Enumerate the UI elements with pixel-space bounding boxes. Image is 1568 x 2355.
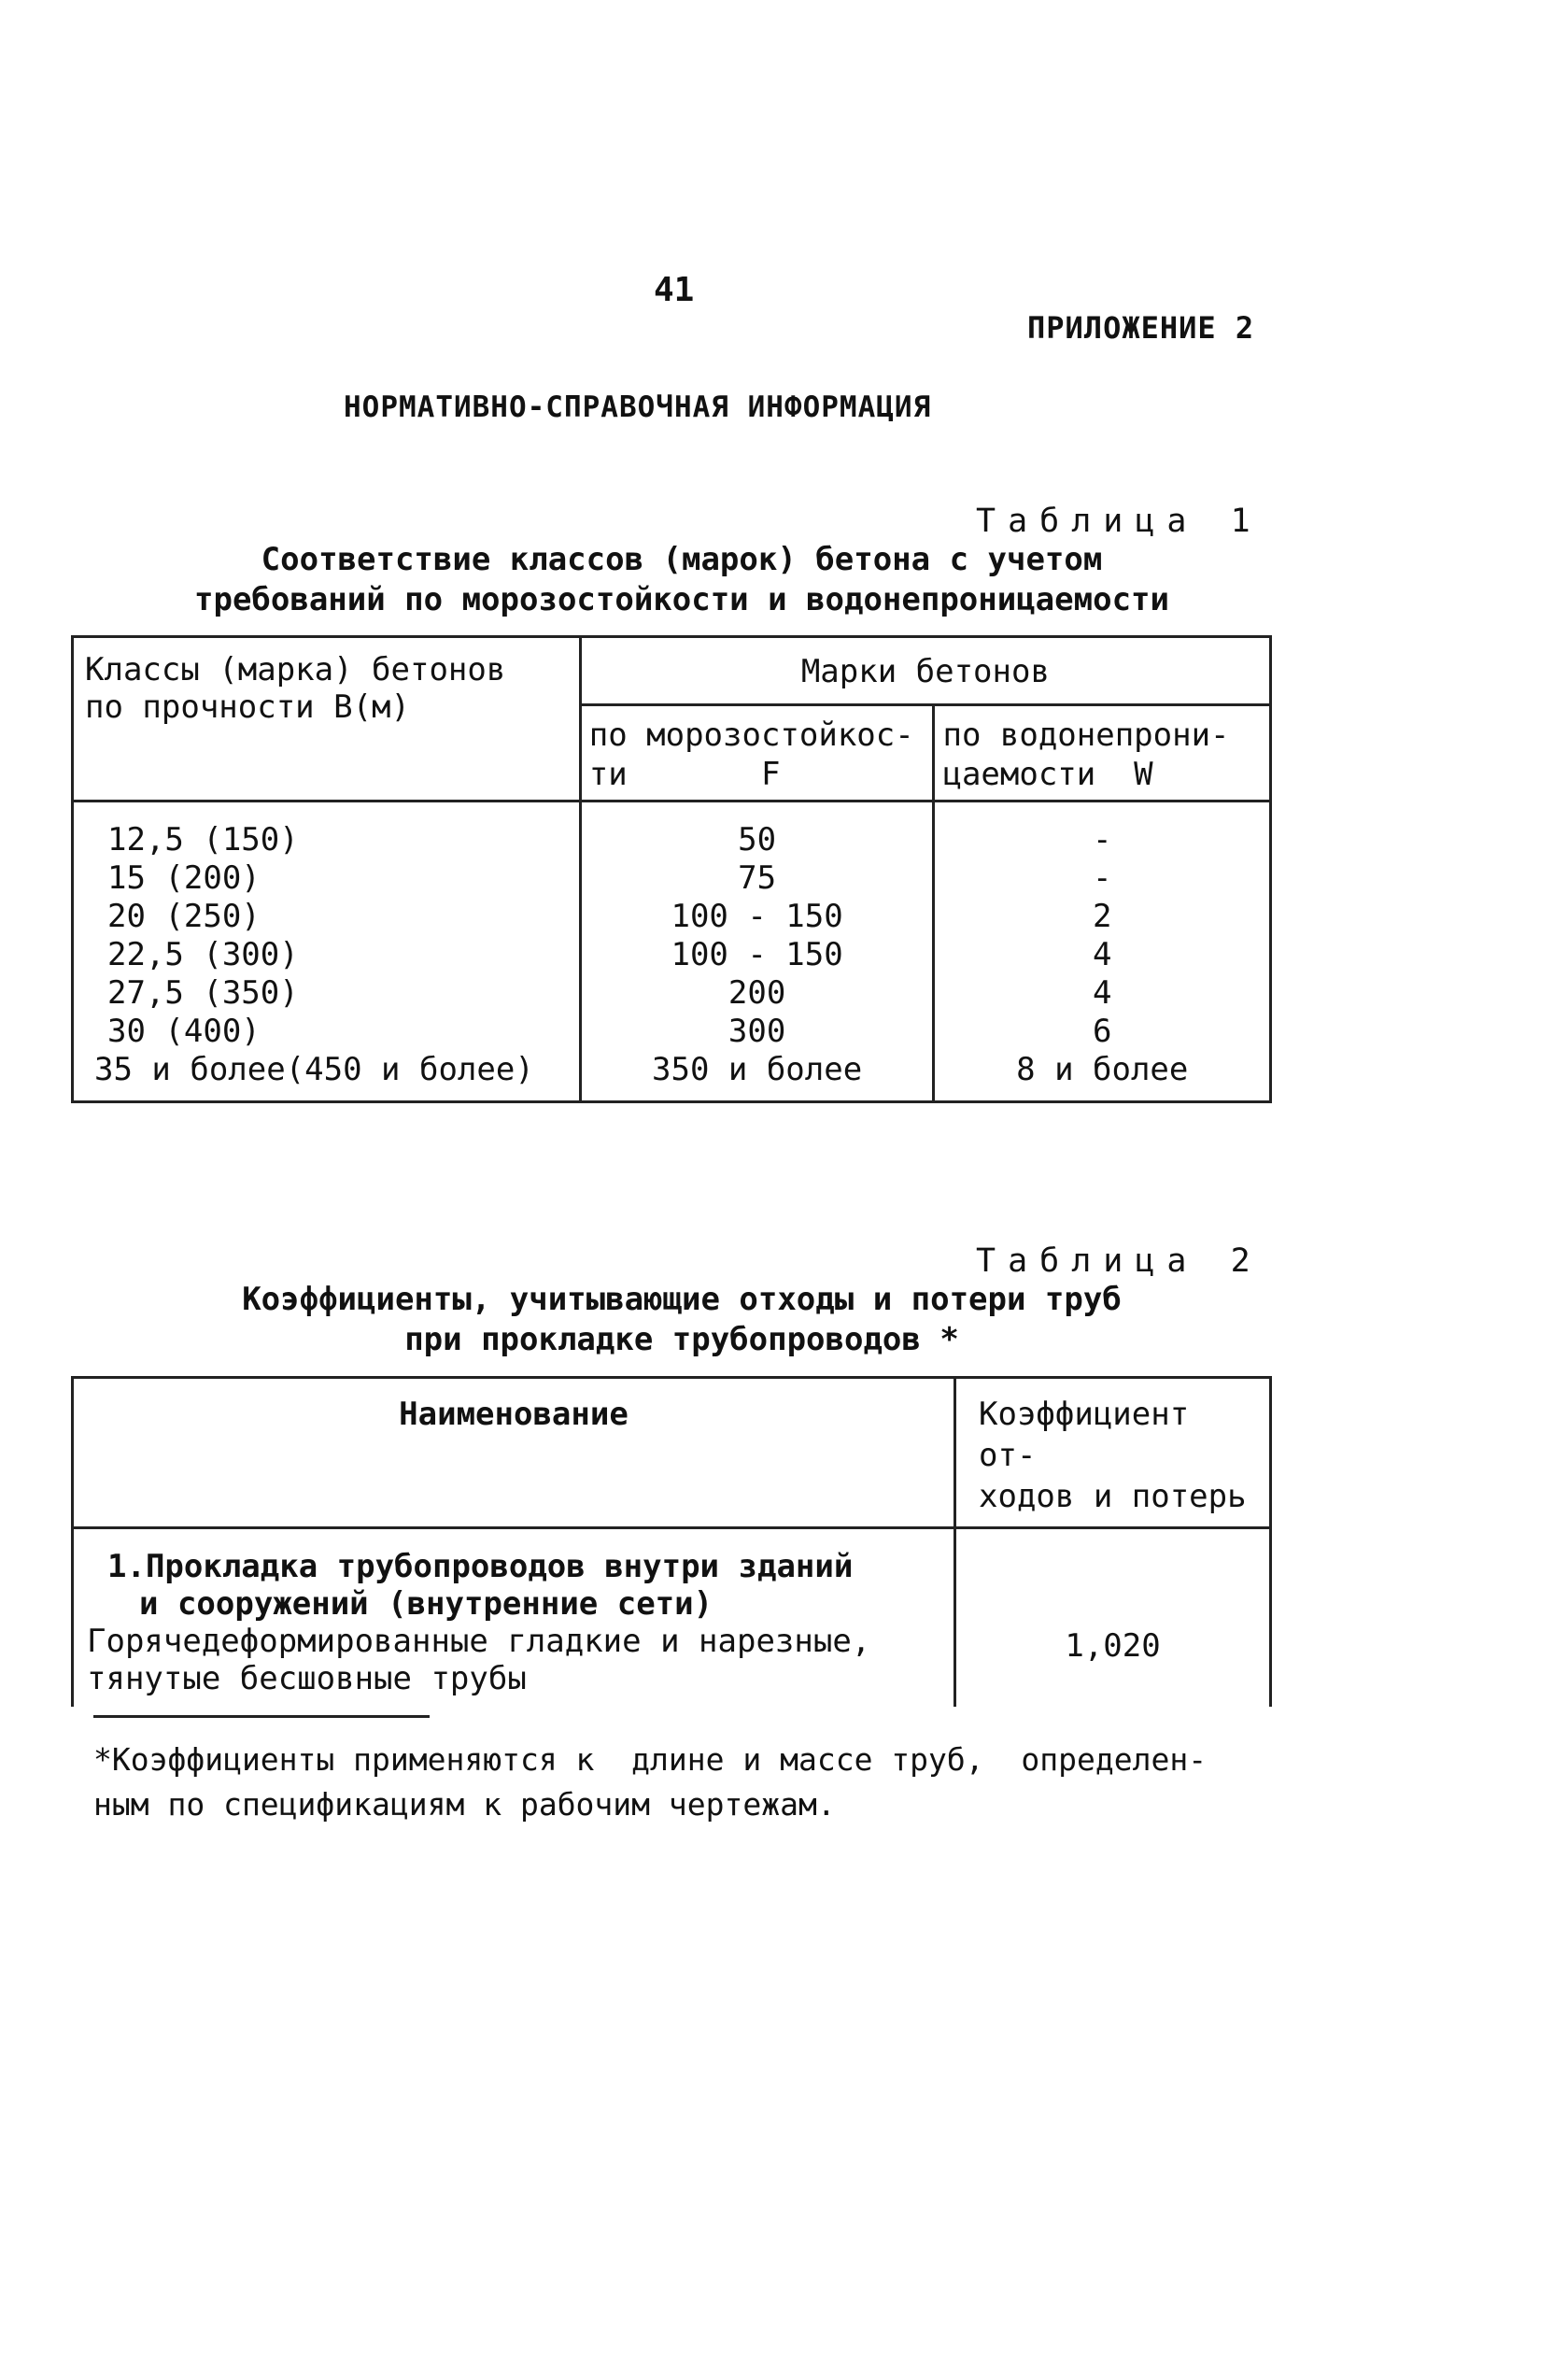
table-cell: 27,5 (350) xyxy=(107,974,299,1012)
table-cell: 50 xyxy=(738,821,777,858)
table2-coef-header-line1: Коэффициент от- xyxy=(979,1396,1190,1474)
table2-item-line2: тянутые бесшовные трубы xyxy=(87,1660,527,1697)
table-cell: 22,5 (300) xyxy=(107,936,299,973)
table-cell: 20 (250) xyxy=(107,898,261,935)
table1-concrete-grades xyxy=(71,635,1272,1103)
table2-pipe-loss-coefficients xyxy=(71,1376,1272,1707)
table-cell: 8 и более xyxy=(1016,1051,1189,1088)
table1-col3-header xyxy=(934,705,1271,802)
table1-caption-line1: Соответствие классов (марок) бетона с учетом xyxy=(261,541,1103,578)
table2-item-name xyxy=(73,1528,955,1708)
table-cell: 12,5 (150) xyxy=(107,821,299,858)
footnote-rule xyxy=(93,1715,430,1718)
footnote-line1: *Коэффициенты применяются к длине и массе труб, определен- xyxy=(93,1741,1208,1778)
table-cell: 4 xyxy=(1093,974,1112,1012)
table-cell: - xyxy=(1093,859,1112,897)
table-cell: 6 xyxy=(1093,1013,1112,1050)
page-heading: НОРМАТИВНО-СПРАВОЧНАЯ ИНФОРМАЦИЯ xyxy=(344,390,932,424)
table-cell: 300 xyxy=(727,1013,786,1050)
table1-caption xyxy=(112,540,1251,620)
table-cell: 350 и более xyxy=(652,1051,863,1088)
table-cell: 30 (400) xyxy=(107,1013,261,1050)
appendix-label: ПРИЛОЖЕНИЕ 2 xyxy=(1027,310,1255,346)
table2-caption-line1: Коэффициенты, учитывающие отходы и потери труб xyxy=(242,1281,1122,1318)
table1-col3-header-line1: по водонепрони- xyxy=(942,716,1230,754)
table2-coef-header-line2: ходов и потерь xyxy=(979,1478,1247,1515)
table2-item-line1: Горячедеформированные гладкие и нарезные, xyxy=(87,1623,871,1660)
table2-coef-header xyxy=(955,1378,1271,1528)
table2-label: Таблица 2 xyxy=(976,1242,1263,1280)
table2-caption-line2: при прокладке трубопроводов * xyxy=(404,1321,959,1358)
table-cell: 2 xyxy=(1093,898,1112,935)
table1-frost-column xyxy=(580,802,934,1102)
table-cell: 100 - 150 xyxy=(671,898,843,935)
footnote-line2: ным по спецификациям к рабочим чертежам. xyxy=(93,1786,836,1823)
table1-caption-line2: требований по морозостойкости и водонепроницаемости xyxy=(194,581,1169,618)
table-cell: 15 (200) xyxy=(107,859,261,897)
table1-col2-header-line2: ти F xyxy=(588,756,781,793)
table1-col2-header xyxy=(580,705,934,802)
table2-item-coef: 1,020 xyxy=(955,1528,1271,1708)
table-cell: 200 xyxy=(727,974,786,1012)
table1-col2-header-line1: по морозостойкос- xyxy=(588,716,914,754)
footnote xyxy=(93,1738,1289,1827)
table2-name-header: Наименование xyxy=(73,1378,955,1528)
table2-section-line2: и сооружений (внутренние сети) xyxy=(139,1585,713,1623)
table-cell: 35 и более(450 и более) xyxy=(94,1051,534,1088)
table1-strength-column xyxy=(73,802,581,1102)
table-cell: 75 xyxy=(738,859,777,897)
table1-label: Таблица 1 xyxy=(976,503,1263,540)
table1-col1-header-line2: по прочности В(м) xyxy=(85,688,410,726)
table1-col1-header xyxy=(73,637,581,802)
table-cell: 100 - 150 xyxy=(671,936,843,973)
table1-col1-header-line1: Классы (марка) бетонов xyxy=(85,651,506,688)
page-number: 41 xyxy=(654,271,695,309)
table1-col3-header-line2: цаемости W xyxy=(942,756,1153,793)
table1-marks-header: Марки бетонов xyxy=(580,637,1270,705)
table-cell: - xyxy=(1093,821,1112,858)
table1-water-column xyxy=(934,802,1271,1102)
table2-section-line1: 1.Прокладка трубопроводов внутри зданий xyxy=(107,1548,854,1585)
table-cell: 4 xyxy=(1093,936,1112,973)
table2-caption xyxy=(112,1280,1251,1360)
